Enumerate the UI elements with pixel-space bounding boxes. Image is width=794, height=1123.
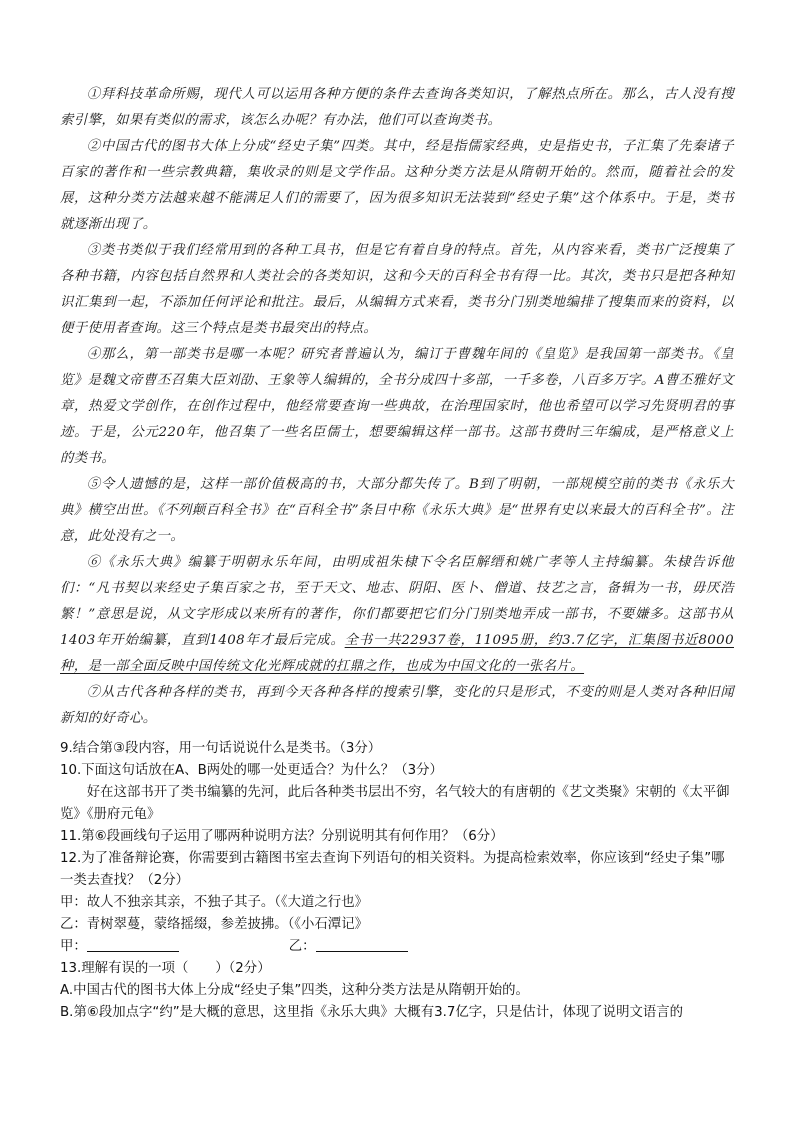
reading-passage — [60, 82, 734, 732]
passage-paragraph-6 — [60, 550, 734, 680]
question-section — [60, 738, 734, 1024]
question-11: 11.第⑥段画线句子运用了哪两种说明方法？分别说明其有何作用？（6分） — [60, 829, 504, 844]
passage-paragraph-4: ④那么，第一部类书是哪一本呢？研究者普遍认为，编订于曹魏年间的《皇览》是我国第一部类书。《皇览》是魏文帝曹丕召集大臣刘劭、王象等人编辑的，全书分成四十多部，一千多卷，八百多万字。A曹丕雅好文章，热爱文学创作，在创作过程中，他经常要查询一些典故，在治理国家时，他也希望可以学习先贤明君的事迹。于是，公元220年，他召集了一些名臣儒士，想要编辑这样一部书。这部书费时三年编成，是严格意义上的类书。 — [60, 347, 734, 466]
question-10: 10.下面这句话放在A、B两处的哪一处更适合？为什么？（3分） — [60, 763, 443, 778]
paragraph-6-text: ⑥《永乐大典》编纂于明朝永乐年间，由明成祖朱棣下令名臣解缙和姚广孝等人主持编纂。朱棣告诉他们：“凡书契以来经史子集百家之书，至于天文、地志、阴阳、医卜、僧道、技艺之言，备辑为一书，毋厌浩繁！”意思是说，从文字形成以来所有的著作，你们都要把它们分门别类地弄成一部书，不要嫌多。这部书从1403年开始编纂，直到1408年才最后完成。 — [60, 555, 734, 648]
question-12-answer-line — [60, 936, 734, 958]
passage-paragraph-1: ①拜科技革命所赐，现代人可以运用各种方便的条件去查询各类知识，了解热点所在。那么，古人没有搜索引擎，如果有类似的需求，该怎么办呢？有办法，他们可以查询类书。 — [60, 87, 734, 128]
answer-label-jia: 甲： — [60, 939, 87, 954]
question-13-option-a: A.中国古代的图书大体上分成“经史子集”四类，这种分类方法是从隋朝开始的。 — [60, 983, 529, 998]
passage-paragraph-5: ⑤令人遗憾的是，这样一部价值极高的书，大部分都失传了。B到了明朝，一部规模空前的类书《永乐大典》横空出世。《不列颠百科全书》在“百科全书”条目中称《永乐大典》是“世界有史以来最大的百科全书”。注意，此处没有之一。 — [60, 477, 734, 544]
question-12-jia: 甲：故人不独亲其亲，不独子其子。（《大道之行也》 — [60, 895, 368, 910]
underlined-sentence: 全书一共22937卷，11095册，约3.7亿字，汇集图书近8000种，是一部全面反映中国传统文化光辉成就的扛鼎之作，也成为中国文化的一张名片。 — [60, 633, 734, 674]
question-10-sentence: 好在这部书开了类书编纂的先河，此后各种类书层出不穷，名气较大的有唐朝的《艺文类聚》宋朝的《太平御览》《册府元龟》 — [60, 785, 730, 822]
question-12-yi: 乙：青树翠蔓，蒙络摇缀，参差披拂。（《小石潭记》 — [60, 917, 368, 932]
question-13: 13.理解有误的一项（ ）（2分） — [60, 961, 271, 976]
question-13-option-b: B.第⑥段加点字“约”是大概的意思，这里指《永乐大典》大概有3.7亿字，只是估计，体现了说明文语言的 — [60, 1005, 684, 1020]
passage-paragraph-3: ③类书类似于我们经常用到的各种工具书，但是它有着自身的特点。首先，从内容来看，类书广泛搜集了各种书籍，内容包括自然界和人类社会的各类知识，这和今天的百科全书有得一比。其次，类书只是把各种知识汇集到一起，不添加任何评论和批注。最后，从编辑方式来看，类书分门别类地编排了搜集而来的资料，以便于使用者查询。这三个特点是类书最突出的特点。 — [60, 243, 734, 336]
passage-paragraph-7: ⑦从古代各种各样的类书，再到今天各种各样的搜索引擎，变化的只是形式，不变的则是人类对各种旧闻新知的好奇心。 — [60, 685, 734, 726]
answer-blank-jia[interactable] — [87, 937, 179, 952]
answer-label-yi: 乙： — [288, 939, 316, 954]
passage-paragraph-2: ②中国古代的图书大体上分成“经史子集”四类。其中，经是指儒家经典，史是指史书，子汇集了先秦诸子百家的著作和一些宗教典籍，集收录的则是文学作品。这种分类方法是从隋朝开始的。然而，随着社会的发展，这种分类方法越来越不能满足人们的需要了，因为很多知识无法装到“经史子集”这个体系中。于是，类书就逐渐出现了。 — [60, 139, 734, 232]
answer-blank-yi[interactable] — [316, 937, 408, 952]
question-9: 9.结合第③段内容，用一句话说说什么是类书。（3分） — [60, 741, 382, 756]
question-12: 12.为了准备辩论赛，你需要到古籍图书室去查询下列语句的相关资料。为提高检索效率，你应该到“经史子集”哪一类去查找？（2分） — [60, 851, 725, 888]
